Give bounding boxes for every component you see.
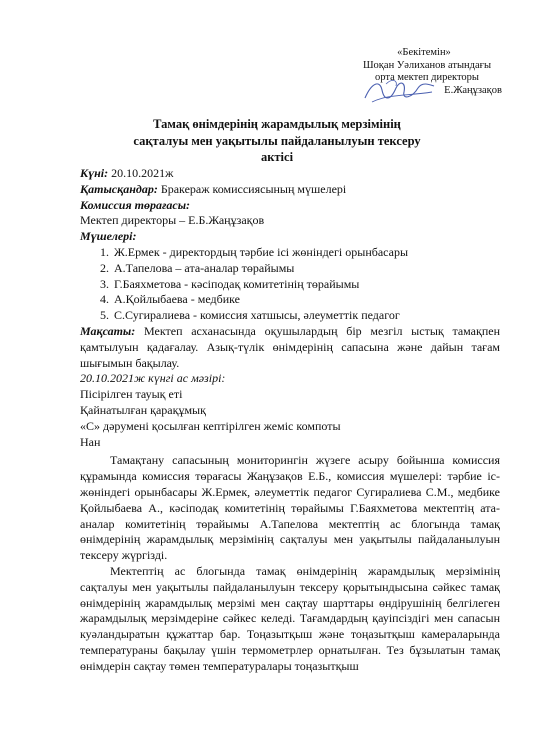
chair-label: Комиссия төрағасы: bbox=[80, 197, 191, 212]
approval-line-school: Шоқан Уәлиханов атындағы bbox=[362, 59, 492, 71]
member-item: 1. Ж.Ермек - директордың тәрбие ісі жөніндегі орынбасары bbox=[112, 245, 500, 261]
title-line-3: актісі bbox=[260, 150, 294, 164]
body-paragraph-2: Мектептің ас блогында тамақ өнімдерінің жарамдылық мерзімінің сақталуы мен уақытылы пайдаланылуын тексеру қорытындысына сәйкес тамақ өнімдерінің жарамдылық мерзімі мен сақтау шарттары өндірушінің белгілеген жарамдылық мерзімдеріне сәйкес келеді. Тағамдардың қауіпсіздігі мен сапасын куәландыратын құжаттар бар. Тоңазытқыш және тоңазытқыш камераларында температураны бақылау үшін термометрлер орнатылған. Тез бұзылатын тамақ өнімдерін сақтау төмен температуралары тоңазытқыш bbox=[80, 563, 500, 673]
participants-line bbox=[80, 182, 500, 198]
participants-value: Бракераж комиссиясының мүшелері bbox=[157, 181, 347, 196]
body-paragraph-1: Тамақтану сапасының мониторингін жүзеге асыру бойынша комиссия құрамында комиссия төрағасы Жаңұзақов Е.Б., комиссия мүшелері: тәрбие іс-жөніндегі орынбасары Ж.Ермек, әлеуметтік педагог Сугиралиева С.М., медбике Қойлыбаева А., кәсіподақ комитетінің төрайымы Г.Баяхметова мектептің ата-аналар комитетінің төрайымы А.Тапелова мектептің ас блогында тамақ өнімдерінің жарамдылық мерзімінің сақталуы мен уақытылы пайдаланылуын тексеру жүргізді. bbox=[80, 453, 500, 563]
menu-item: «С» дәрумені қосылған кептірілген жеміс компоты bbox=[80, 418, 341, 433]
date-label: Күні: bbox=[80, 166, 109, 180]
date-value: 20.10.2021ж bbox=[108, 166, 174, 180]
members-label: Мүшелері: bbox=[80, 229, 137, 244]
approval-line-approve: «Бекітемін» bbox=[397, 47, 451, 58]
members-list bbox=[80, 245, 500, 324]
chair-value: Мектеп директоры – Е.Б.Жаңұзақов bbox=[80, 213, 265, 228]
title-line-1: Тамақ өнімдерінің жарамдылық мерзімінің bbox=[153, 117, 401, 131]
participants-label: Қатысқандар: bbox=[80, 181, 158, 196]
title-line-2: сақталуы мен уақытылы пайдаланылуын тексеру bbox=[133, 133, 421, 148]
menu-heading: 20.10.2021ж күнгі ас мәзірі: bbox=[80, 371, 226, 386]
date-line bbox=[80, 166, 500, 182]
member-item: 4. А.Қойлыбаева - медбике bbox=[112, 292, 500, 308]
member-item: 5. С.Сугиралиева - комиссия хатшысы, әлеуметтік педагог bbox=[112, 308, 500, 324]
member-item: 3. Г.Баяхметова - кәсіподақ комитетінің төрайымы bbox=[112, 277, 500, 293]
approval-line-position: орта мектеп директоры bbox=[375, 72, 479, 83]
menu-item: Пісірілген тауық еті bbox=[80, 387, 183, 402]
goal-paragraph bbox=[80, 324, 500, 371]
signature-mark bbox=[362, 76, 437, 106]
goal-label: Мақсаты: bbox=[80, 323, 136, 338]
menu-item: Нан bbox=[80, 434, 101, 449]
document-title bbox=[60, 116, 494, 166]
document-body bbox=[80, 166, 500, 675]
member-item: 2. А.Тапелова – ата-аналар төрайымы bbox=[112, 261, 500, 277]
goal-text: Мектеп асханасында оқушылардың бір мезгіл ыстық тамақпен қамтылуын қадағалау. Азық-түлік өнімдерінің сапасына және дайын тағам шығымын бақылау. bbox=[80, 323, 500, 370]
approval-line-name: Е.Жаңұзақов bbox=[444, 84, 502, 96]
menu-item: Қайнатылған қарақұмық bbox=[80, 402, 206, 417]
